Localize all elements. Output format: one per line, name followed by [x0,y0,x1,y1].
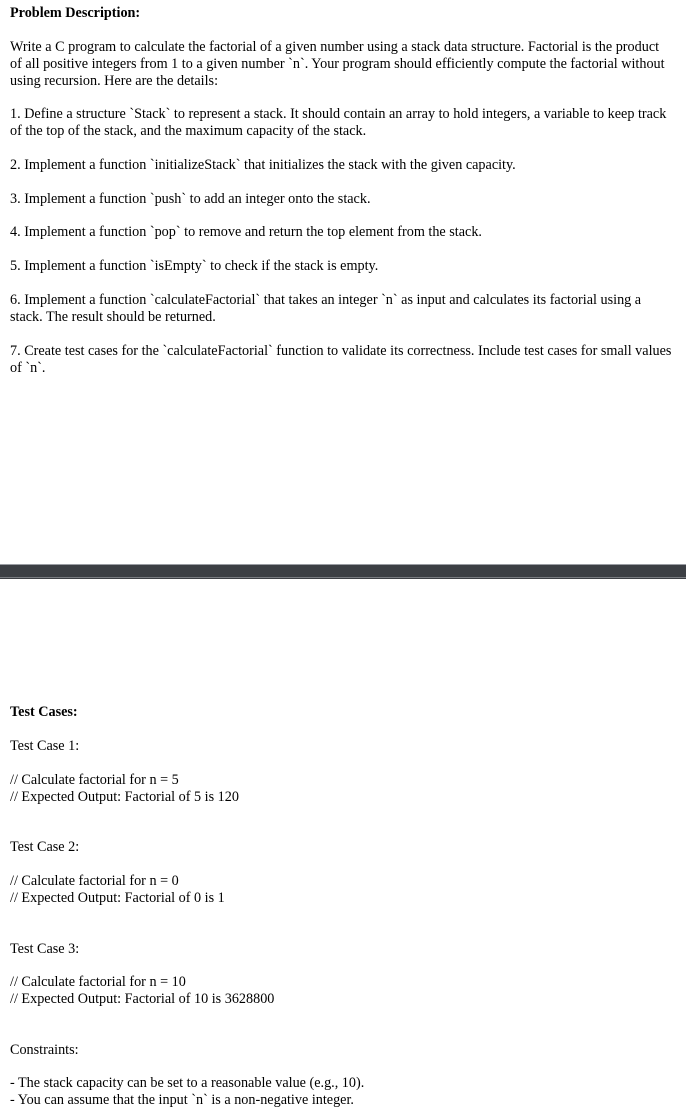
test-case-1-expected: // Expected Output: Factorial of 5 is 120 [10,789,239,805]
step-7: 7. Create test cases for the `calculateFactorial` function to validate its correctness. Include test cases for small values of `n`. [10,343,672,376]
test-case-2-expected: // Expected Output: Factorial of 0 is 1 [10,890,225,906]
constraints-heading: Constraints: [10,1042,79,1058]
step-3: 3. Implement a function `push` to add an integer onto the stack. [10,191,371,207]
test-case-3-input: // Calculate factorial for n = 10 [10,974,186,990]
step-4: 4. Implement a function `pop` to remove and return the top element from the stack. [10,224,482,240]
problem-heading: Problem Description: [10,5,141,21]
page-separator-line [0,577,686,578]
problem-intro: Write a C program to calculate the factorial of a given number using a stack data structure. Factorial is the product of all positive integers from 1 to a given number `n`. Your program should efficiently compute the factorial without using recursion. Here are the details: [10,39,665,89]
test-cases-heading: Test Cases: [10,704,78,720]
step-5: 5. Implement a function `isEmpty` to check if the stack is empty. [10,258,379,274]
constraint-1: - The stack capacity can be set to a reasonable value (e.g., 10). [10,1075,365,1091]
constraint-2: - You can assume that the input `n` is a non-negative integer. [10,1092,354,1108]
step-1: 1. Define a structure `Stack` to represent a stack. It should contain an array to hold integers, a variable to keep track of the top of the stack, and the maximum capacity of the stack. [10,106,667,139]
test-case-1-title: Test Case 1: [10,738,80,754]
test-case-2-input: // Calculate factorial for n = 0 [10,873,179,889]
test-case-3-title: Test Case 3: [10,941,80,957]
step-2: 2. Implement a function `initializeStack` that initializes the stack with the given capacity. [10,157,516,173]
step-6: 6. Implement a function `calculateFactorial` that takes an integer `n` as input and calculates its factorial using a stack. The result should be returned. [10,292,642,325]
test-case-1-input: // Calculate factorial for n = 5 [10,772,179,788]
test-case-2-title: Test Case 2: [10,839,80,855]
test-case-3-expected: // Expected Output: Factorial of 10 is 3628800 [10,991,275,1007]
